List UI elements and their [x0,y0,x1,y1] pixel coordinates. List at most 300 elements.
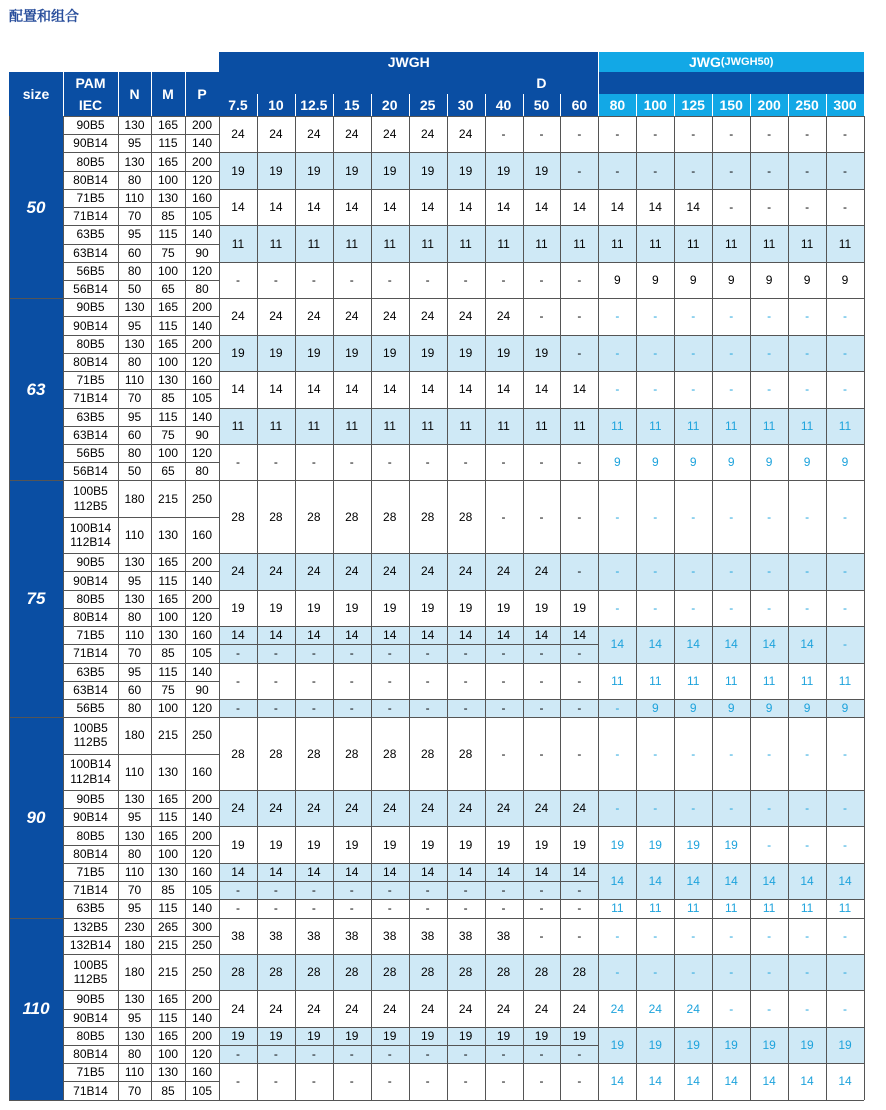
ratio-value: 28 [231,965,245,980]
ratio-value: 19 [572,600,587,615]
ratio-value: - [691,163,696,178]
grid-line-horizontal [63,899,864,900]
ratio-value: 11 [459,236,472,251]
m-value: 165 [157,828,179,843]
ratio-value: 19 [269,837,283,852]
ratio-value: - [767,837,772,852]
ratio-value: 28 [307,509,321,524]
flange-name: 63B14 [73,682,108,697]
ratio-value: - [501,127,506,142]
ratio-value: - [349,1074,354,1089]
ratio-value: 24 [231,127,245,142]
ratio-value: 11 [649,901,662,916]
ratio-value: 14 [762,1074,776,1089]
ratio-value: - [577,564,582,579]
ratio-value: - [273,673,278,688]
size-label: 63 [26,379,46,399]
ratio-value: 14 [534,628,549,643]
m-value: 100 [157,609,179,624]
ratio-value: - [349,646,354,661]
ratio-header: 300 [833,97,857,113]
ratio-value: 9 [765,455,773,470]
p-value: 120 [191,172,213,187]
ratio-value: 24 [458,801,473,816]
flange-name: 63B5 [76,227,105,242]
n-value: 80 [127,846,142,861]
ratio-value: 19 [383,837,397,852]
ratio-value: - [463,701,468,716]
ratio-value: - [577,163,582,178]
ratio-value: 28 [420,965,435,980]
p-value: 160 [191,1065,213,1080]
n-value: 95 [127,318,142,333]
grid-line-horizontal [9,298,63,299]
ratio-value: - [729,345,734,360]
ratio-value: 19 [307,1028,321,1043]
ratio-value: - [539,272,544,287]
ratio-value: 28 [383,746,397,761]
ratio-value: - [235,272,240,287]
n-value: 80 [127,172,142,187]
grid-line-vertical [219,116,220,1100]
p-value: 105 [191,1083,213,1098]
flange-name: 90B5 [76,118,105,133]
m-value: 115 [158,409,178,424]
ratio-value: 19 [686,837,700,852]
ratio-value: - [653,564,658,579]
p-value: 80 [195,282,209,297]
ratio-value: 11 [231,236,245,251]
grid-line-horizontal [63,353,219,354]
ratio-value: 24 [458,564,473,579]
ratio-value: 24 [383,1001,397,1016]
p-value: 200 [191,792,213,807]
m-value: 130 [157,864,179,879]
ratio-value: 14 [572,200,587,215]
p-value: 160 [191,190,213,205]
grid-line-horizontal [63,480,864,481]
ratio-value: - [691,309,696,324]
ratio-value: - [235,646,240,661]
p-value: 140 [191,227,213,242]
grid-line-vertical [485,116,486,1100]
grid-line-horizontal [63,1100,864,1101]
ratio-value: 14 [610,1074,625,1089]
n-value: 110 [124,190,145,205]
m-value: 165 [157,300,179,315]
ratio-value: 24 [496,801,511,816]
jwgh-group-label: JWGH [387,54,430,70]
ratio-value: - [425,272,430,287]
ratio-value: 19 [420,345,435,360]
ratio-value: 38 [458,928,473,943]
n-value: 130 [124,154,145,169]
ratio-value: - [691,345,696,360]
grid-line-horizontal [63,426,219,427]
grid-line-horizontal [63,881,219,882]
ratio-value: 14 [800,874,814,889]
ratio-header: 7.5 [228,97,248,113]
ratio-value: 14 [420,200,435,215]
grid-line-vertical [826,116,827,1100]
n-value: 95 [127,409,142,424]
ratio-value: 14 [383,382,397,397]
ratio-value: - [729,163,734,178]
ratio-value: - [767,382,772,397]
header-divider [560,94,561,116]
header-divider [485,94,486,116]
ratio-value: 11 [724,673,738,688]
flange-name: 100B5 112B5 [73,720,108,750]
grid-line-horizontal [63,808,219,809]
ratio-value: 14 [686,637,700,652]
ratio-value: 24 [572,1001,587,1016]
ratio-value: - [691,746,696,761]
ratio-value: - [311,455,316,470]
m-value: 130 [157,628,179,643]
ratio-value: 24 [231,309,245,324]
grid-line-vertical [560,116,561,1100]
ratio-value: 24 [269,801,283,816]
ratio-value: - [539,646,544,661]
ratio-value: 14 [420,864,435,879]
ratio-value: 14 [572,864,587,879]
ratio-header: 10 [268,97,284,113]
grid-line-horizontal [9,918,63,919]
n-value: 70 [127,646,142,661]
ratio-value: 19 [800,1038,814,1053]
ratio-value: 38 [345,928,359,943]
grid-line-horizontal [63,918,864,919]
ratio-value: 14 [269,864,283,879]
ratio-value: - [577,309,582,324]
ratio-value: - [539,883,544,898]
ratio-value: 14 [800,637,814,652]
ratio-value: 24 [269,309,283,324]
ratio-value: - [463,646,468,661]
header-divider [185,72,186,116]
ratio-value: 11 [497,236,510,251]
n-value: 130 [124,1028,145,1043]
ratio-value: 14 [420,382,435,397]
grid-line-vertical [712,116,713,1100]
ratio-value: 9 [727,455,735,470]
ratio-header: 40 [495,97,512,113]
flange-name: 132B5 [73,919,108,934]
grid-line-vertical [295,116,296,1100]
p-value: 200 [191,1028,213,1043]
m-value: 215 [157,728,179,743]
ratio-value: 11 [307,236,321,251]
ratio-value: - [273,455,278,470]
ratio-value: - [843,163,847,178]
ratio-value: - [729,200,734,215]
ratio-value: 19 [420,1028,435,1043]
grid-line-horizontal [63,1009,219,1010]
ratio-value: 11 [611,901,624,916]
flange-name: 80B5 [76,591,105,606]
n-value: 110 [124,864,145,879]
ratio-value: 28 [345,746,359,761]
grid-line-horizontal [63,189,864,190]
grid-line-horizontal [63,171,219,172]
p-value: 140 [191,1010,213,1025]
ratio-header: 100 [643,97,667,113]
flange-name: 56B5 [76,263,105,278]
size-label: 50 [26,197,46,217]
ratio-value: 14 [458,628,473,643]
grid-line-horizontal [63,990,864,991]
grid-line-horizontal [63,717,864,718]
flange-name: 90B5 [76,555,105,570]
grid-line-horizontal [63,1063,864,1064]
ratio-value: 24 [345,801,359,816]
ratio-value: 11 [535,418,548,433]
ratio-value: - [729,600,734,615]
ratio-value: - [615,509,620,524]
n-value: 95 [127,901,142,916]
grid-line-vertical [257,116,258,1100]
ratio-value: 14 [345,200,359,215]
pam-header: PAM [75,75,106,91]
ratio-value: 9 [614,272,621,287]
n-value: 70 [127,1083,142,1098]
ratio-value: 14 [496,382,511,397]
ratio-value: 24 [383,564,397,579]
ratio-value: 14 [231,200,245,215]
ratio-value: - [425,1074,430,1089]
ratio-value: 11 [838,236,852,251]
ratio-value: - [805,345,810,360]
ratio-value: - [387,673,392,688]
n-value: 50 [127,282,142,297]
ratio-value: 11 [573,418,586,433]
p-value: 140 [191,136,213,151]
ratio-header: 125 [681,97,705,113]
ratio-value: - [843,200,847,215]
grid-line-horizontal [63,571,219,572]
flange-name: 71B5 [76,864,105,879]
m-value: 100 [157,446,179,461]
ratio-value: 11 [611,236,624,251]
ratio-value: 24 [231,564,245,579]
flange-name: 71B14 [73,646,108,661]
ratio-value: 19 [458,345,473,360]
flange-name: 90B14 [73,1010,108,1025]
ratio-value: 24 [345,1001,359,1016]
ratio-value: 19 [231,837,245,852]
grid-line-horizontal [63,152,864,153]
ratio-value: 19 [458,600,473,615]
ratio-value: - [425,701,430,716]
ratio-value: - [577,1074,582,1089]
n-value: 80 [127,354,142,369]
ratio-value: 24 [496,309,511,324]
ratio-value: 14 [610,874,625,889]
ratio-value: 11 [687,673,700,688]
m-value: 115 [158,1010,178,1025]
flange-name: 63B5 [76,664,105,679]
ratio-value: - [653,600,658,615]
n-value: 95 [127,573,142,588]
ratio-value: 14 [648,874,662,889]
m-value: 85 [161,883,175,898]
ratio-value: - [425,455,430,470]
grid-line-horizontal [63,826,864,827]
ratio-value: 19 [269,600,283,615]
ratio-value: - [463,272,468,287]
p-value: 80 [195,464,209,479]
ratio-value: 11 [724,418,738,433]
ratio-value: - [387,901,392,916]
m-value: 215 [157,937,179,952]
ratio-value: 28 [383,965,397,980]
flange-name: 80B14 [73,354,108,369]
p-value: 120 [191,446,213,461]
p-value: 120 [191,1047,213,1062]
ratio-value: - [273,646,278,661]
ratio-value: 28 [345,965,359,980]
ratio-value: 28 [269,965,283,980]
ratio-value: 24 [307,564,321,579]
p-value: 200 [191,300,213,315]
header-divider [118,72,119,116]
p-value: 160 [191,628,213,643]
ratio-value: - [805,965,810,980]
m-value: 265 [157,919,179,934]
ratio-value: - [805,746,810,761]
ratio-value: 14 [610,200,625,215]
ratio-value: 11 [762,236,776,251]
n-value: 80 [127,446,142,461]
ratio-value: - [501,673,506,688]
ratio-value: - [235,455,240,470]
n-value: 130 [124,300,145,315]
m-value: 115 [158,810,178,825]
ratio-value: 11 [421,418,434,433]
grid-line-horizontal [63,335,864,336]
m-header: M [162,86,174,102]
header-divider [63,72,64,116]
ratio-value: 24 [686,1001,700,1016]
m-value: 100 [157,354,179,369]
grid-line-horizontal [63,1045,219,1046]
p-value: 140 [191,409,213,424]
ratio-value: - [729,1001,734,1016]
grid-line-horizontal [63,754,219,755]
ratio-value: - [577,127,582,142]
ratio-value: 11 [762,901,776,916]
grid-line-vertical [598,116,599,1100]
ratio-value: - [691,600,696,615]
ratio-value: - [273,883,278,898]
ratio-value: 28 [345,509,359,524]
ratio-value: 9 [727,701,735,716]
ratio-value: - [805,127,810,142]
p-value: 105 [191,883,213,898]
ratio-header: 20 [381,97,398,113]
ratio-value: 24 [572,801,587,816]
ratio-value: - [425,883,430,898]
ratio-value: 9 [765,701,773,716]
p-value: 105 [191,646,213,661]
ratio-value: - [767,509,772,524]
ratio-value: - [577,883,582,898]
header-divider [712,94,713,116]
ratio-value: 9 [651,455,659,470]
ratio-value: - [615,163,620,178]
ratio-value: 24 [307,801,321,816]
ratio-value: 19 [420,600,435,615]
ratio-value: 9 [689,455,697,470]
ratio-value: 14 [420,628,435,643]
ratio-value: 14 [307,864,321,879]
ratio-value: 11 [459,418,472,433]
ratio-value: - [387,272,392,287]
p-value: 200 [191,118,213,133]
ratio-value: 24 [269,564,283,579]
flange-name: 100B5 112B5 [73,484,108,513]
n-value: 95 [127,1010,142,1025]
n-value: 95 [127,136,142,151]
n-value: 130 [124,992,145,1007]
ratio-value: 14 [686,1074,700,1089]
ratio-value: - [653,928,658,943]
m-value: 65 [161,282,175,297]
ratio-header: 12.5 [300,97,328,113]
grid-line-horizontal [63,699,864,700]
ratio-value: 19 [420,837,435,852]
n-value: 80 [127,263,142,278]
d-label: D [536,75,547,91]
grid-line-vertical [185,116,186,1100]
ratio-value: - [349,701,354,716]
grid-line-horizontal [63,1081,219,1082]
ratio-value: 19 [231,163,245,178]
m-value: 130 [157,190,179,205]
grid-line-horizontal [9,1100,63,1101]
ratio-value: 24 [458,127,473,142]
n-value: 80 [127,609,142,624]
ratio-value: 24 [496,1001,511,1016]
n-value: 130 [124,792,145,807]
ratio-value: - [539,127,544,142]
grid-line-horizontal [63,553,864,554]
n-value: 110 [124,527,145,542]
ratio-value: 28 [458,509,473,524]
m-value: 130 [157,373,179,388]
n-value: 180 [124,965,145,980]
n-value: 130 [124,555,145,570]
ratio-value: 14 [269,200,283,215]
ratio-value: - [615,309,620,324]
m-value: 165 [157,336,179,351]
ratio-value: - [843,637,847,652]
ratio-value: - [691,965,696,980]
ratio-value: 11 [649,236,662,251]
ratio-value: - [273,1047,278,1062]
ratio-value: 14 [610,637,625,652]
ratio-value: 19 [572,837,587,852]
flange-name: 80B14 [73,609,108,624]
ratio-value: 11 [800,418,814,433]
ratio-value: - [387,1047,392,1062]
ratio-value: 11 [762,673,776,688]
ratio-value: - [577,509,582,524]
ratio-value: - [311,1074,316,1089]
ratio-value: - [843,509,847,524]
m-value: 165 [157,1028,179,1043]
